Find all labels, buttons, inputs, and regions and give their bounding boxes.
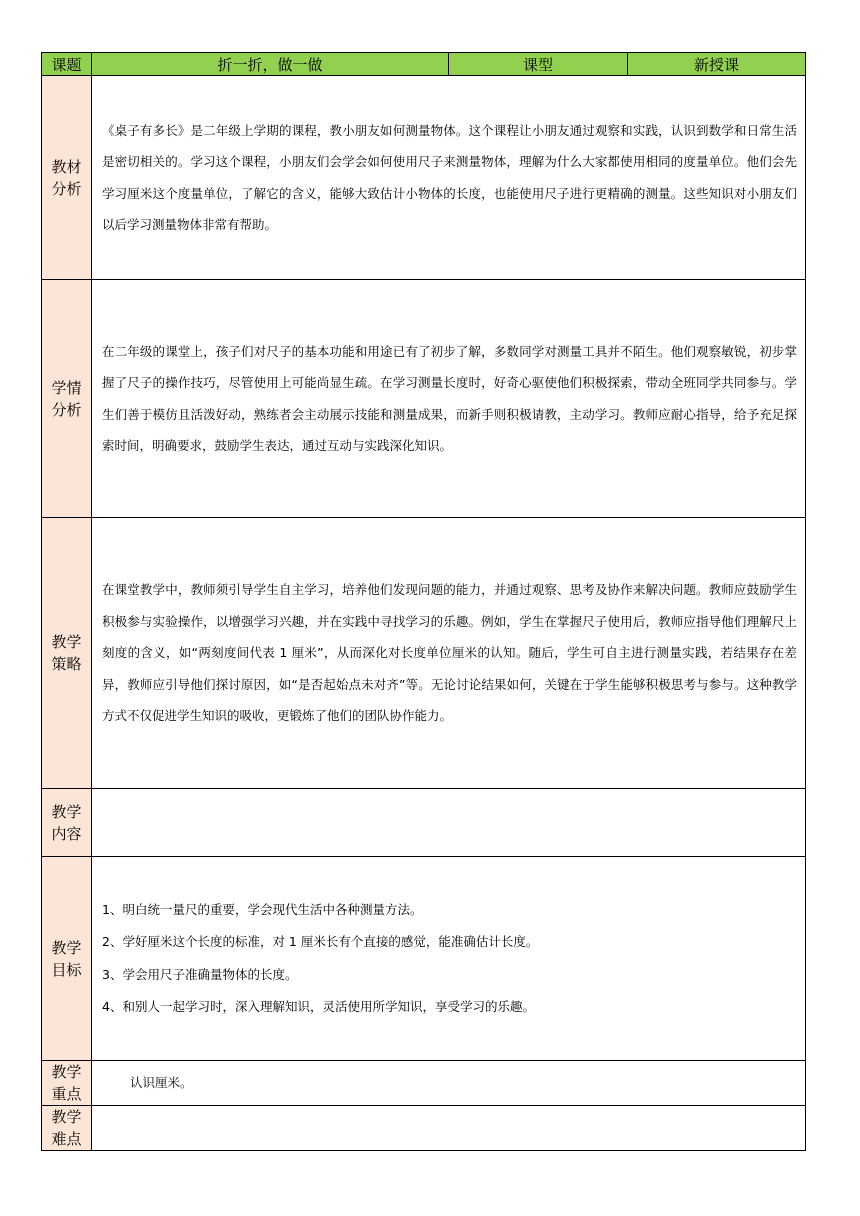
goals-row (42, 857, 806, 1061)
difficulties-label: 教学难点 (42, 1106, 92, 1151)
strategy-text: 在课堂教学中，教师须引导学生自主学习，培养他们发现问题的能力，并通过观察、思考及协作来解决问题。教师应鼓励学生积极参与实验操作，以增强学习兴趣，并在实践中寻找学习的乐趣。例如，学生在掌握尺子使用后，教师应指导他们理解尺上刻度的含义，如“两刻度间代表 1 厘米”，从而深化对长度单位厘米的认知。随后，学生可自主进行测量实践，若结果存在差异，教师应引导他们探讨原因，如“是否起始点未对齐”等。无论讨论结果如何，关键在于学生能够积极思考与参与。这种教学方式不仅促进学生知识的吸收，更锻炼了他们的团队协作能力。 (92, 518, 806, 789)
difficulties-text (92, 1106, 806, 1151)
content-label: 教学内容 (42, 789, 92, 857)
topic-label: 课题 (42, 53, 92, 76)
strategy-label: 教学策略 (42, 518, 92, 789)
strategy-row (42, 518, 806, 789)
goals-label: 教学目标 (42, 857, 92, 1061)
material-row (42, 76, 806, 280)
lesson-plan-sheet (41, 52, 805, 1151)
key-points-row (42, 1061, 806, 1106)
type-value: 新授课 (628, 53, 806, 76)
material-text: 《桌子有多长》是二年级上学期的课程，教小朋友如何测量物体。这个课程让小朋友通过观察和实践，认识到数学和日常生活是密切相关的。学习这个课程，小朋友们会学会如何使用尺子来测量物体，理解为什么大家都使用相同的度量单位。他们会先学习厘米这个度量单位，了解它的含义，能够大致估计小物体的长度，也能使用尺子进行更精确的测量。这些知识对小朋友们以后学习测量物体非常有帮助。 (92, 76, 806, 280)
goal-item: 2、学好厘米这个长度的标准，对 1 厘米长有个直接的感觉，能准确估计长度。 (102, 934, 539, 949)
goals-list (92, 857, 806, 1061)
goal-item: 1、明白统一量尺的重要，学会现代生活中各种测量方法。 (102, 901, 423, 917)
students-label: 学情分析 (42, 280, 92, 518)
key-points-text: 认识厘米。 (92, 1061, 806, 1106)
key-points-label: 教学重点 (42, 1061, 92, 1106)
content-text (92, 789, 806, 857)
goal-item: 4、和别人一起学习时，深入理解知识，灵活使用所学知识，享受学习的乐趣。 (102, 999, 535, 1014)
students-row (42, 280, 806, 518)
material-label: 教材分析 (42, 76, 92, 280)
type-label: 课型 (449, 53, 628, 76)
header-row (42, 53, 806, 76)
students-text: 在二年级的课堂上，孩子们对尺子的基本功能和用途已有了初步了解，多数同学对测量工具并不陌生。他们观察敏锐，初步掌握了尺子的操作技巧，尽管使用上可能尚显生疏。在学习测量长度时，好奇心驱使他们积极探索，带动全班同学共同参与。学生们善于模仿且活泼好动，熟练者会主动展示技能和测量成果，而新手则积极请教，主动学习。教师应耐心指导，给予充足探索时间，明确要求，鼓励学生表达，通过互动与实践深化知识。 (92, 280, 806, 518)
goal-item: 3、学会用尺子准确量物体的长度。 (102, 966, 298, 982)
content-row (42, 789, 806, 857)
topic-value: 折一折，做一做 (92, 53, 449, 76)
lesson-plan-table (41, 52, 806, 1151)
difficulties-row (42, 1106, 806, 1151)
